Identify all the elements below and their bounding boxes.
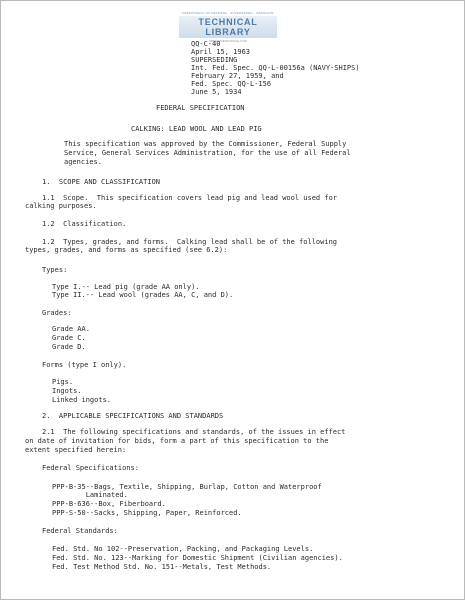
logo-main-text: TECHNICAL LIBRARY	[179, 16, 277, 38]
approval-line-3: agencies.	[64, 158, 102, 166]
federal-standards-label: Federal Standards:	[42, 527, 118, 535]
type-item: Type I.-- Lead pig (grade AA only).	[52, 283, 200, 291]
federal-spec-item: PPP-B-35--Bags, Textile, Shipping, Burlap, Cotton and Waterproof	[52, 483, 322, 491]
grades-label: Grades:	[42, 309, 72, 317]
superseded-spec-1: Int. Fed. Spec. QQ-L-00156a (NAVY-SHIPS)	[191, 64, 360, 72]
section-2-heading: 2. APPLICABLE SPECIFICATIONS AND STANDARDS	[42, 412, 224, 420]
doc-date: April 15, 1963	[191, 48, 251, 56]
grade-item: Grade D.	[52, 343, 86, 351]
scope-line-2: calking purposes.	[25, 202, 97, 210]
doc-number: QQ-C-40	[191, 40, 221, 48]
applicable-line-1: 2.1 The following specifications and standards, of the issues in effect	[42, 428, 346, 436]
section-1-heading: 1. SCOPE AND CLASSIFICATION	[42, 178, 161, 186]
types-para-line-1: 1.2 Types, grades, and forms. Calking lead shall be of the following	[42, 238, 338, 246]
superseded-spec-2: Fed. Spec. QQ-L-156	[191, 80, 272, 88]
federal-spec-item: Laminated.	[52, 491, 128, 499]
grade-item: Grade C.	[52, 334, 86, 342]
logo-top-text: DEPARTMENT OF DEFENSE · SUPERSEDED · OBSOLETE	[182, 11, 274, 15]
type-item: Type II.-- Lead wool (grades AA, C, and D).	[52, 291, 234, 299]
applicable-line-2: on date of invitation for bids, form a part of this specification to the	[25, 437, 329, 445]
logo-sub-text: ABBOTTAEROSPACE.COM	[208, 39, 248, 43]
superseded-spec-2-date: June 5, 1934	[191, 88, 242, 96]
federal-spec-item: PPP-S-50--Sacks, Shipping, Paper, Reinforced.	[52, 509, 242, 517]
superseded-spec-1-date: February 27, 1959, and	[191, 72, 284, 80]
classification-heading: 1.2 Classification.	[42, 220, 127, 228]
federal-standard-item: Fed. Test Method Std. No. 151--Metals, Test Methods.	[52, 563, 272, 571]
types-label: Types:	[42, 266, 68, 274]
federal-spec-item: PPP-B-636--Box, Fiberboard.	[52, 500, 166, 508]
approval-line-1: This specification was approved by the Commissioner, Federal Supply	[64, 140, 347, 148]
form-item: Ingots.	[52, 387, 82, 395]
scope-line-1: 1.1 Scope. This specification covers lead pig and lead wool used for	[42, 194, 338, 202]
form-item: Linked ingots.	[52, 396, 112, 404]
grade-item: Grade AA.	[52, 325, 90, 333]
federal-standard-item: Fed. Std. No 102--Preservation, Packing, and Packaging Levels.	[52, 545, 314, 553]
technical-library-logo	[179, 11, 277, 43]
document-title: CALKING: LEAD WOOL AND LEAD PIG	[131, 125, 262, 133]
federal-standard-item: Fed. Std. No. 123--Marking for Domestic Shipment (Civilian agencies).	[52, 554, 343, 562]
applicable-line-3: extent specified herein:	[25, 446, 127, 454]
forms-label: Forms (type I only).	[42, 361, 127, 369]
document-heading: FEDERAL SPECIFICATION	[156, 104, 245, 112]
approval-line-2: Service, General Services Administration, for the use of all Federal	[64, 149, 351, 157]
types-para-line-2: types, grades, and forms as specified (see 6.2):	[25, 246, 228, 254]
superseding-label: SUPERSEDING	[191, 56, 238, 64]
form-item: Pigs.	[52, 378, 74, 386]
federal-specifications-label: Federal Specifications:	[42, 464, 139, 472]
